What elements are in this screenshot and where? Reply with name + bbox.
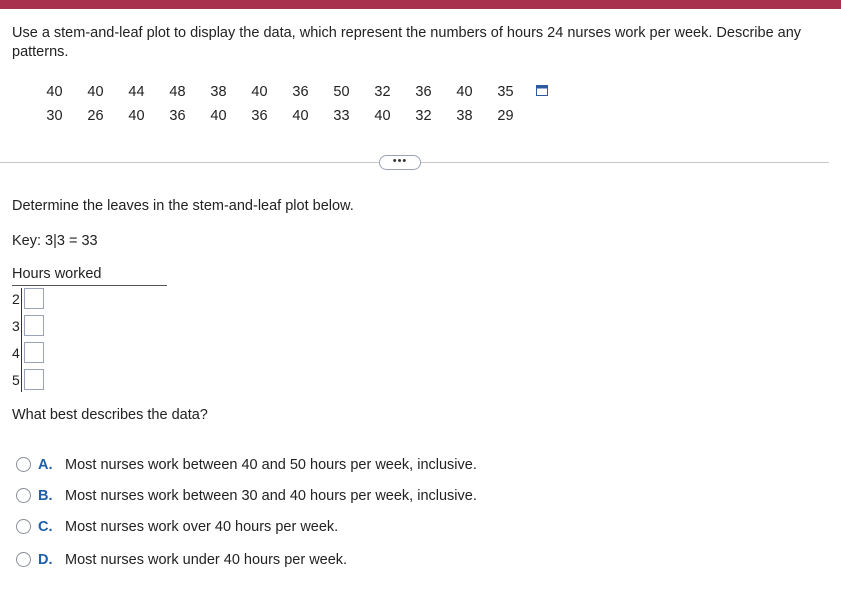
- instruction-text: Determine the leaves in the stem-and-leaf plot below.: [12, 198, 354, 214]
- data-value: 36: [292, 84, 309, 100]
- data-value: 40: [128, 108, 145, 124]
- more-options-button[interactable]: •••: [379, 155, 421, 170]
- data-value: 38: [210, 84, 227, 100]
- data-value: 32: [415, 108, 432, 124]
- option-letter: C.: [38, 519, 53, 535]
- option-letter: B.: [38, 488, 53, 504]
- data-value: 29: [497, 108, 514, 124]
- data-value: 44: [128, 84, 145, 100]
- data-value: 40: [210, 108, 227, 124]
- data-value: 32: [374, 84, 391, 100]
- data-row: [34, 80, 526, 104]
- plot-key: Key: 3|3 = 33: [12, 233, 98, 249]
- radio-button[interactable]: [16, 457, 31, 472]
- option-letter: D.: [38, 552, 53, 568]
- data-value: 40: [251, 84, 268, 100]
- data-value: 40: [292, 108, 309, 124]
- plot-title: Hours worked: [12, 266, 102, 282]
- leaf-input[interactable]: [24, 369, 44, 390]
- leaf-input[interactable]: [24, 315, 44, 336]
- data-table: [34, 80, 526, 128]
- data-value: 40: [46, 84, 63, 100]
- data-value: 48: [169, 84, 186, 100]
- stem-label: 2: [12, 291, 20, 307]
- question-2-text: What best describes the data?: [12, 407, 208, 423]
- option-text: Most nurses work between 30 and 40 hours per week, inclusive.: [65, 488, 477, 504]
- header-accent-bar: [0, 0, 841, 9]
- option-text: Most nurses work under 40 hours per week.: [65, 552, 348, 568]
- data-value: 26: [87, 108, 104, 124]
- stem-label: 3: [12, 318, 20, 334]
- option-text: Most nurses work between 40 and 50 hours per week, inclusive.: [65, 457, 477, 473]
- data-row: [34, 104, 526, 128]
- radio-button[interactable]: [16, 552, 31, 567]
- data-value: 30: [46, 108, 63, 124]
- data-value: 40: [374, 108, 391, 124]
- data-value: 40: [87, 84, 104, 100]
- leaf-input[interactable]: [24, 288, 44, 309]
- data-value: 50: [333, 84, 350, 100]
- data-value: 38: [456, 108, 473, 124]
- stem-label: 4: [12, 345, 20, 361]
- leaf-input[interactable]: [24, 342, 44, 363]
- option-letter: A.: [38, 457, 53, 473]
- data-value: 35: [497, 84, 514, 100]
- radio-button[interactable]: [16, 519, 31, 534]
- option-text: Most nurses work over 40 hours per week.: [65, 519, 339, 535]
- plot-header-line: [12, 285, 167, 286]
- question-text: Use a stem-and-leaf plot to display the data, which represent the numbers of hours 24 nurses work per week. Describe any patterns.: [12, 25, 802, 60]
- radio-button[interactable]: [16, 488, 31, 503]
- data-value: 40: [456, 84, 473, 100]
- data-value: 36: [415, 84, 432, 100]
- stem-label: 5: [12, 372, 20, 388]
- copy-icon[interactable]: [536, 85, 548, 96]
- data-value: 36: [251, 108, 268, 124]
- data-value: 33: [333, 108, 350, 124]
- data-value: 36: [169, 108, 186, 124]
